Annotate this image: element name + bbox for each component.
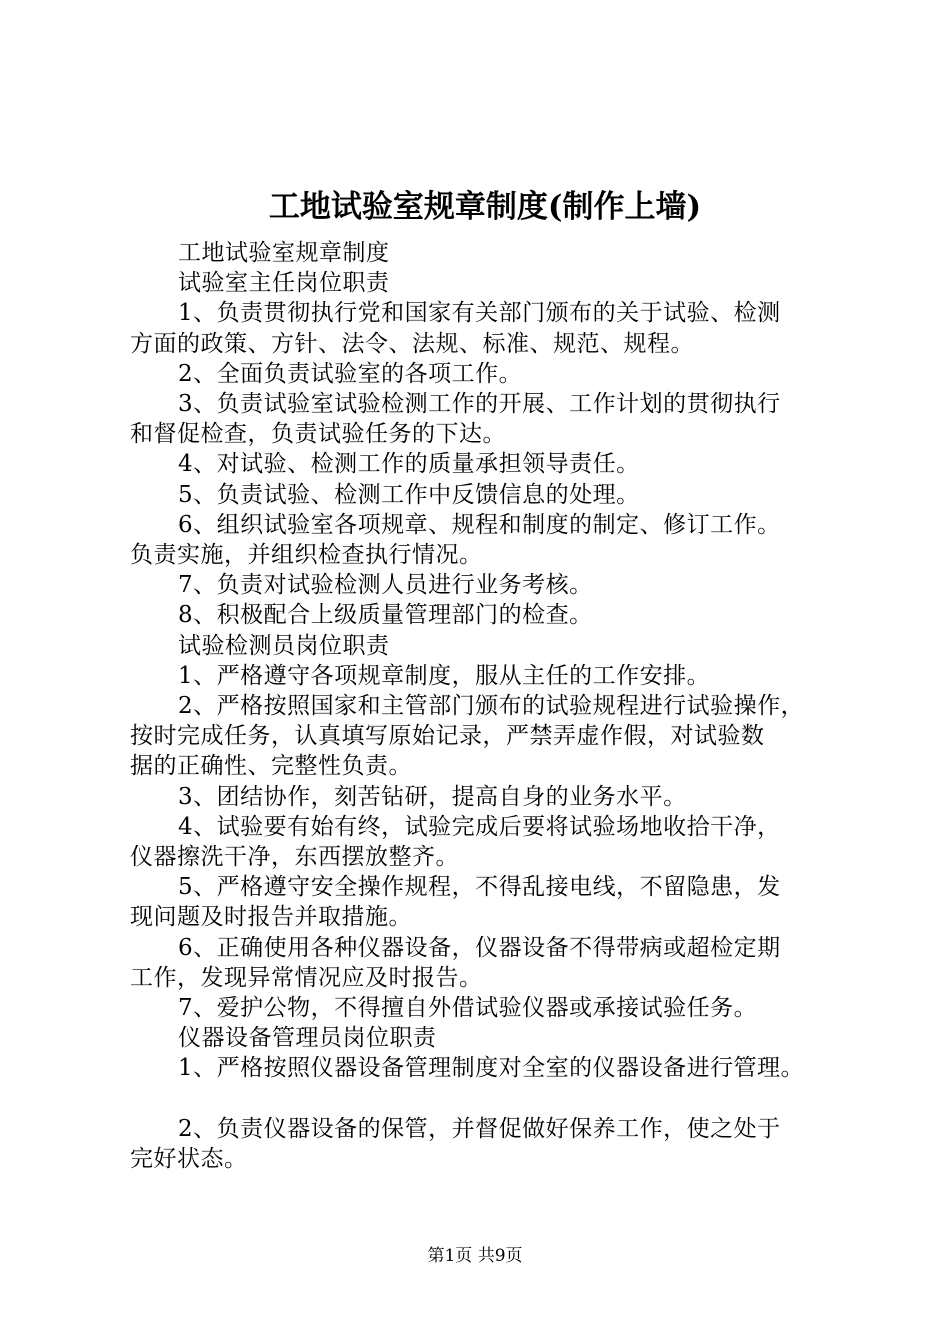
text-line: 6、正确使用各种仪器设备，仪器设备不得带病或超检定期 (178, 934, 781, 961)
text-line: 7、爱护公物，不得擅自外借试验仪器或承接试验任务。 (178, 995, 758, 1022)
text-line: 仪器设备管理员岗位职责 (178, 1025, 437, 1052)
text-line: 仪器擦洗干净，东西摆放整齐。 (130, 844, 459, 871)
text-line: 1、严格遵守各项规章制度，服从主任的工作安排。 (178, 662, 711, 689)
text-line: 1、负责贯彻执行党和国家有关部门颁布的关于试验、检测 (178, 300, 781, 327)
text-line: 和督促检查，负责试验任务的下达。 (130, 421, 506, 448)
text-line: 完好状态。 (130, 1146, 248, 1173)
text-line: 负责实施，并组织检查执行情况。 (130, 542, 483, 569)
text-line: 工地试验室规章制度 (178, 240, 390, 266)
text-line: 现问题及时报告并取措施。 (130, 904, 412, 931)
blank-line (130, 1084, 840, 1114)
text-line: 8、积极配合上级质量管理部门的检查。 (178, 602, 593, 629)
document-title: 工地试验室规章制度(制作上墙) (268, 189, 702, 225)
text-line: 试验检测员岗位职责 (178, 632, 390, 659)
text-line: 4、对试验、检测工作的质量承担领导责任。 (178, 451, 640, 478)
text-line: 7、负责对试验检测人员进行业务考核。 (178, 572, 593, 599)
text-line: 6、组织试验室各项规章、规程和制度的制定、修订工作。 (178, 511, 781, 538)
text-line: 2、全面负责试验室的各项工作。 (178, 360, 523, 387)
text-line: 工作，发现异常情况应及时报告。 (130, 964, 483, 991)
text-line: 2、负责仪器设备的保管，并督促做好保养工作，使之处于 (178, 1115, 781, 1142)
text-line: 按时完成任务，认真填写原始记录，严禁弄虚作假，对试验数 (130, 723, 765, 750)
text-line: 1、严格按照仪器设备管理制度对全室的仪器设备进行管理。 (178, 1055, 805, 1082)
text-line: 方面的政策、方针、法令、法规、标准、规范、规程。 (130, 330, 694, 357)
text-line: 3、负责试验室试验检测工作的开展、工作计划的贯彻执行 (178, 391, 781, 418)
text-line: 4、试验要有始有终，试验完成后要将试验场地收拾干净， (178, 813, 781, 840)
page-footer: 第1页 共9页 (427, 1246, 523, 1266)
text-line: 3、团结协作，刻苦钻研，提高自身的业务水平。 (178, 783, 687, 810)
text-line: 据的正确性、完整性负责。 (130, 753, 412, 780)
document-body (130, 238, 840, 1174)
text-line: 5、严格遵守安全操作规程，不得乱接电线，不留隐患，发 (178, 874, 781, 901)
text-line: 试验室主任岗位职责 (178, 270, 390, 297)
text-line: 2、严格按照国家和主管部门颁布的试验规程进行试验操作， (178, 693, 805, 720)
text-line: 5、负责试验、检测工作中反馈信息的处理。 (178, 481, 640, 508)
